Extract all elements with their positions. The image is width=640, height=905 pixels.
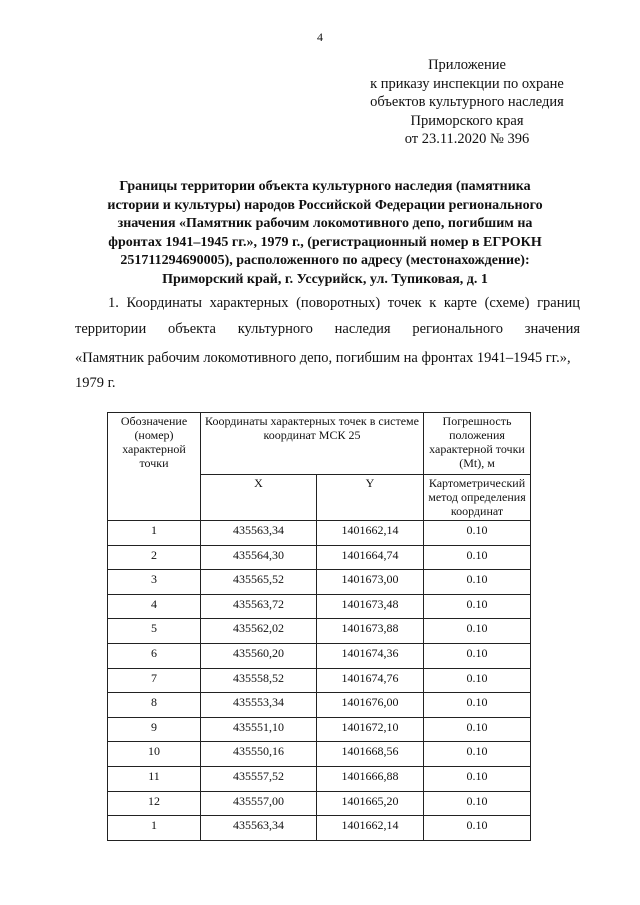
cell-x: 435563,34 xyxy=(201,521,317,546)
cell-x: 435564,30 xyxy=(201,545,317,570)
header-accuracy: Погрешность положения характерной точки (Mt), м xyxy=(424,413,531,475)
appendix-line: объектов культурного наследия xyxy=(370,94,564,110)
cell-x: 435563,34 xyxy=(201,816,317,841)
paragraph-line: территории объекта культурного наследия регионального значения xyxy=(75,321,580,337)
cell-point-number: 9 xyxy=(108,717,201,742)
cell-y: 1401666,88 xyxy=(317,766,424,791)
cell-accuracy: 0.10 xyxy=(424,545,531,570)
cell-x: 435560,20 xyxy=(201,643,317,668)
cell-accuracy: 0.10 xyxy=(424,643,531,668)
cell-point-number: 6 xyxy=(108,643,201,668)
title-line: 251711294690005), расположенного по адресу (местонахождение): xyxy=(120,253,530,268)
cell-x: 435565,52 xyxy=(201,570,317,595)
header-x: X xyxy=(201,475,317,521)
cell-point-number: 5 xyxy=(108,619,201,644)
table-row xyxy=(108,545,531,570)
cell-x: 435558,52 xyxy=(201,668,317,693)
header-coordinates: Координаты характерных точек в системе координат МСК 25 xyxy=(201,413,424,475)
coordinates-table xyxy=(107,412,531,841)
cell-accuracy: 0.10 xyxy=(424,766,531,791)
cell-x: 435557,00 xyxy=(201,791,317,816)
table-body xyxy=(108,521,531,841)
appendix-block xyxy=(362,56,572,149)
appendix-line: к приказу инспекции по охране xyxy=(370,75,564,92)
table-row xyxy=(108,693,531,718)
cell-accuracy: 0.10 xyxy=(424,521,531,546)
table-row xyxy=(108,619,531,644)
cell-y: 1401674,76 xyxy=(317,668,424,693)
table-row xyxy=(108,816,531,841)
table-row xyxy=(108,766,531,791)
cell-y: 1401674,36 xyxy=(317,643,424,668)
cell-x: 435562,02 xyxy=(201,619,317,644)
table-row xyxy=(108,791,531,816)
cell-y: 1401668,56 xyxy=(317,742,424,767)
cell-y: 1401673,48 xyxy=(317,594,424,619)
cell-accuracy: 0.10 xyxy=(424,570,531,595)
cell-point-number: 8 xyxy=(108,693,201,718)
paragraph-line: «Памятник рабочим локомотивного депо, погибшим на фронтах 1941–1945 гг.», xyxy=(75,350,571,366)
table-row xyxy=(108,668,531,693)
cell-accuracy: 0.10 xyxy=(424,619,531,644)
appendix-line: Приморского края xyxy=(410,112,524,129)
cell-accuracy: 0.10 xyxy=(424,742,531,767)
cell-y: 1401662,14 xyxy=(317,816,424,841)
cell-point-number: 1 xyxy=(108,816,201,841)
cell-accuracy: 0.10 xyxy=(424,693,531,718)
cell-point-number: 12 xyxy=(108,791,201,816)
table-row xyxy=(108,594,531,619)
table-row xyxy=(108,717,531,742)
title-line: Приморский край, г. Уссурийск, ул. Тупиковая, д. 1 xyxy=(162,271,488,287)
cell-x: 435553,34 xyxy=(201,693,317,718)
cell-y: 1401665,20 xyxy=(317,791,424,816)
cell-accuracy: 0.10 xyxy=(424,791,531,816)
cell-point-number: 7 xyxy=(108,668,201,693)
appendix-order-date: от 23.11.2020 № 396 xyxy=(404,131,530,147)
page-number: 4 xyxy=(317,30,323,44)
cell-y: 1401673,00 xyxy=(317,570,424,595)
cell-x: 435557,52 xyxy=(201,766,317,791)
title-line: истории и культуры) народов Российской Федерации регионального xyxy=(107,197,543,213)
table-row xyxy=(108,742,531,767)
cell-y: 1401662,14 xyxy=(317,521,424,546)
cell-y: 1401676,00 xyxy=(317,693,424,718)
cell-point-number: 2 xyxy=(108,545,201,570)
cell-point-number: 4 xyxy=(108,594,201,619)
header-method: Картометрический метод определения координат xyxy=(424,475,531,521)
table-row xyxy=(108,521,531,546)
paragraph-line: 1. Координаты характерных (поворотных) точек к карте (схеме) границ xyxy=(108,295,580,311)
cell-point-number: 3 xyxy=(108,570,201,595)
cell-accuracy: 0.10 xyxy=(424,668,531,693)
paragraph-line: 1979 г. xyxy=(75,375,116,391)
table-row xyxy=(108,643,531,668)
cell-point-number: 11 xyxy=(108,766,201,791)
title-line: Границы территории объекта культурного наследия (памятника xyxy=(119,179,531,194)
cell-y: 1401664,74 xyxy=(317,545,424,570)
cell-y: 1401672,10 xyxy=(317,717,424,742)
cell-x: 435551,10 xyxy=(201,717,317,742)
table-row xyxy=(108,570,531,595)
cell-x: 435550,16 xyxy=(201,742,317,767)
cell-point-number: 1 xyxy=(108,521,201,546)
header-y: Y xyxy=(317,475,424,521)
cell-x: 435563,72 xyxy=(201,594,317,619)
cell-accuracy: 0.10 xyxy=(424,717,531,742)
header-point-number: Обозначение (номер) характерной точки xyxy=(108,413,201,521)
appendix-line: Приложение xyxy=(428,57,506,73)
cell-y: 1401673,88 xyxy=(317,619,424,644)
cell-point-number: 10 xyxy=(108,742,201,767)
cell-accuracy: 0.10 xyxy=(424,816,531,841)
title-line: фронтах 1941–1945 гг.», 1979 г., (регистрационный номер в ЕГРОКН xyxy=(108,234,542,250)
cell-accuracy: 0.10 xyxy=(424,594,531,619)
document-title xyxy=(70,178,580,289)
title-line: значения «Памятник рабочим локомотивного депо, погибшим на xyxy=(117,216,533,231)
